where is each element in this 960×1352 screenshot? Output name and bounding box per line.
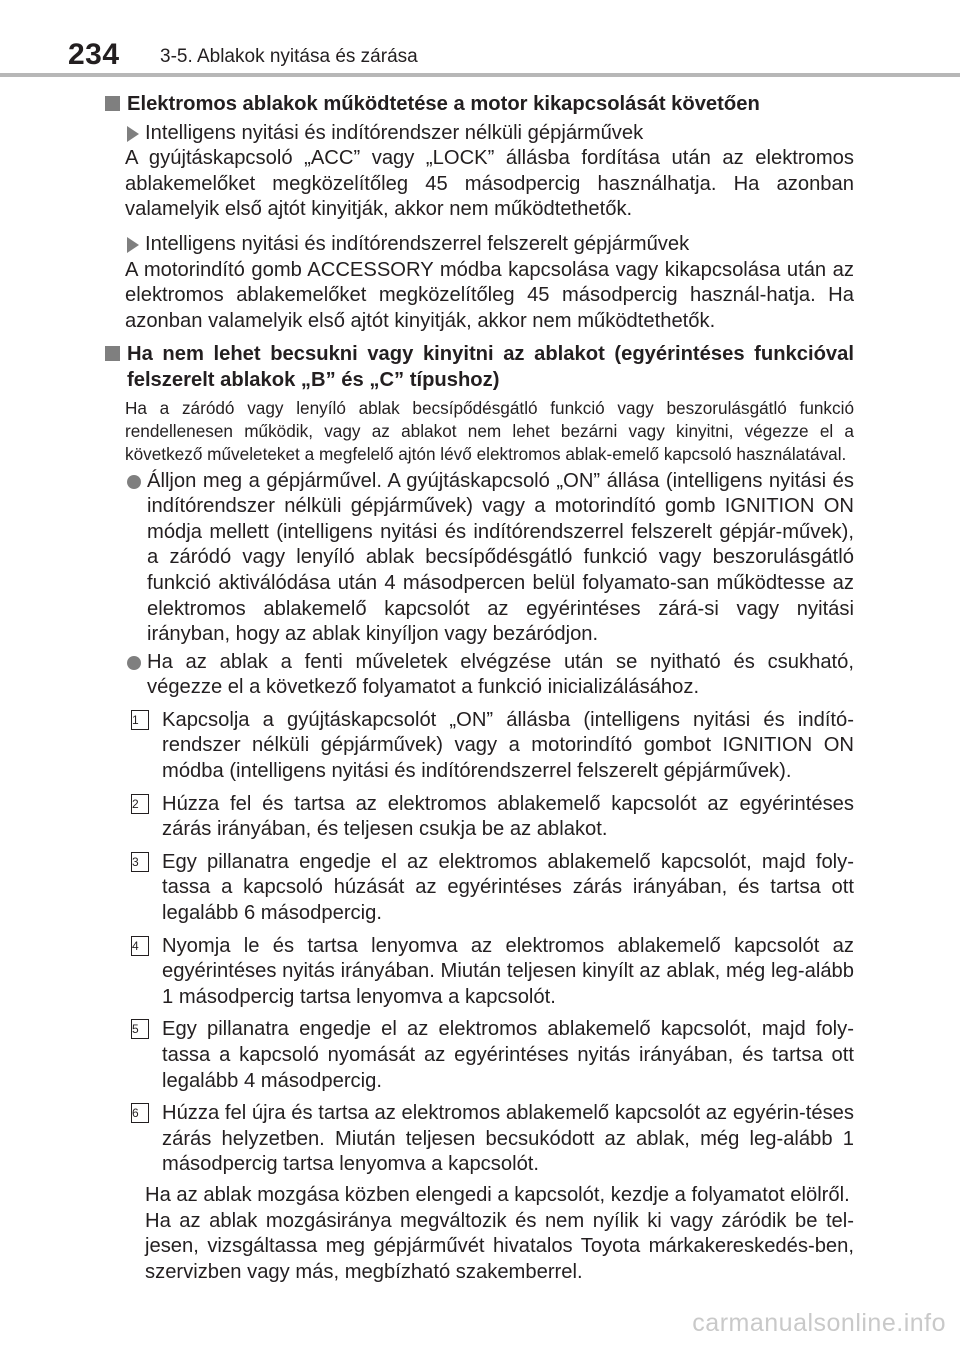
watermark: carmanualsonline.info	[692, 1309, 946, 1337]
intro-paragraph: Ha a záródó vagy lenyíló ablak becsípődésgátló funkció vagy beszorulásgátló funkció rendellenesen működik, vagy az ablakot nem lehet bezárni vagy kinyitni, végezze el a következő műveleteket a megfelelő ajtón lévő elektromos ablak-emelő kapcsoló használatával.	[125, 397, 854, 464]
step-text: Nyomja le és tartsa lenyomva az elektromos ablakemelő kapcsolót az egyérintéses nyitás irányában. Miután teljesen kinyílt az ablak, még leg-alább 1 másodpercig tartsa lenyomva a kapcsolót.	[162, 934, 854, 1008]
step-number-box: 1	[131, 710, 149, 730]
circle-bullet-icon	[127, 656, 141, 670]
step-4	[105, 934, 854, 1011]
paragraph-with-smart-entry: A motorindító gomb ACCESSORY módba kapcsolása vagy kikapcsolása után az elektromos ablakemelőket megközelítőleg 45 másodpercig használ-hatja. Ha azonban valamelyik első ajtót kinyitják, akkor nem működtethetők.	[125, 258, 854, 332]
section-heading-text: Ha nem lehet becsukni vagy kinyitni az ablakot (egyérintéses funkcióval felszerelt ablakok „B” és „C” típushoz)	[127, 343, 854, 391]
paragraph-without-smart-entry: A gyújtáskapcsoló „ACC” vagy „LOCK” állásba fordítása után az elektromos ablakemelőket megközelítőleg 45 másodpercig használhatja. Ha azonban valamelyik első ajtót kinyitják, akkor nem működtethetők.	[125, 147, 854, 221]
subheading-without-smart-entry	[105, 121, 854, 147]
section-heading-text: Elektromos ablakok működtetése a motor kikapcsolását követően	[127, 93, 760, 115]
section-heading-window-fault	[105, 342, 854, 393]
page-content	[105, 90, 854, 1285]
subheading-text: Intelligens nyitási és indítórendszer nélküli gépjárművek	[145, 121, 644, 144]
step-3	[105, 850, 854, 927]
list-item	[105, 650, 854, 701]
section-title: 3-5. Ablakok nyitása és zárása	[160, 46, 418, 67]
section-heading-power-windows	[105, 92, 854, 118]
square-bullet-icon	[105, 96, 120, 111]
page-header	[0, 0, 960, 78]
step-number-box: 2	[131, 794, 149, 814]
step-text: Egy pillanatra engedje el az elektromos ablakemelő kapcsolót, majd foly-tassa a kapcsoló nyomását az egyérintéses nyitás irányában, és tartsa ott legalább 4 másodpercig.	[162, 1018, 854, 1092]
triangle-bullet-icon	[127, 126, 139, 142]
step-number-box: 3	[131, 852, 149, 872]
subheading-with-smart-entry	[105, 232, 854, 258]
header-divider	[0, 73, 960, 77]
step-2	[105, 792, 854, 843]
note-release-switch: Ha az ablak mozgása közben elengedi a kapcsolót, kezdje a folyamatot elölről.	[145, 1183, 850, 1206]
step-text: Egy pillanatra engedje el az elektromos ablakemelő kapcsolót, majd foly-tassa a kapcsoló húzását az egyérintéses zárás irányában, és tartsa ott legalább 6 másodpercig.	[162, 850, 854, 925]
step-6	[105, 1101, 854, 1178]
step-text: Húzza fel és tartsa az elektromos ablakemelő kapcsolót az egyérintéses zárás irányában, és teljesen csukja be az ablakot.	[162, 792, 854, 841]
step-1	[105, 708, 854, 785]
circle-bullet-icon	[127, 475, 141, 489]
page-number: 234	[68, 38, 120, 71]
step-number-box: 6	[131, 1103, 149, 1123]
list-item-text: Álljon meg a gépjárművel. A gyújtáskapcsoló „ON” állása (intelligens nyitási és indítórendszer nélküli gépjárművek) vagy a motorindító gomb IGNITION ON módja mellett (intelligens nyitási és indítórendszerrel felszerelt gépjár-művek), a záródó vagy lenyíló ablak becsípődésgátló funkció vagy beszorulásgátló funkció aktiválódása után 4 másodpercen belül folyamato-san működtesse az elektromos ablakemelő kapcsolót az egyérintéses zárá-si vagy nyitási irányban, hogy az ablak kinyíljon vagy bezáródjon.	[147, 469, 854, 646]
triangle-bullet-icon	[127, 237, 139, 253]
note-dealer-inspection: Ha az ablak mozgásiránya megváltozik és nem nyílik ki vagy záródik be tel-jesen, vizsgáltassa meg gépjárművét hivatalos Toyota márkakereskedés-ben, szervizben vagy más, megbízható szakemberrel.	[145, 1209, 854, 1283]
step-text: Húzza fel újra és tartsa az elektromos ablakemelő kapcsolót az egyérin-téses zárás helyzetben. Miután teljesen becsukódott az ablak, még leg-alább 1 másodpercig tartsa lenyomva a kapcsolót.	[162, 1102, 854, 1176]
list-item	[105, 469, 854, 648]
step-number-box: 4	[131, 936, 149, 956]
step-5	[105, 1017, 854, 1094]
subheading-text: Intelligens nyitási és indítórendszerrel felszerelt gépjárművek	[145, 232, 690, 255]
list-item-text: Ha az ablak a fenti műveletek elvégzése után se nyitható és csukható, végezze el a következő folyamatot a funkció inicializálásához.	[147, 650, 854, 699]
step-text: Kapcsolja a gyújtáskapcsolót „ON” állásba (intelligens nyitási és indító-rendszer nélküli gépjárművek) vagy a motorindító gombot IGNITION ON módba (intelligens nyitási és indítórendszerrel felszerelt gépjárművek).	[162, 708, 854, 783]
step-number-box: 5	[131, 1019, 149, 1039]
square-bullet-icon	[105, 346, 120, 361]
